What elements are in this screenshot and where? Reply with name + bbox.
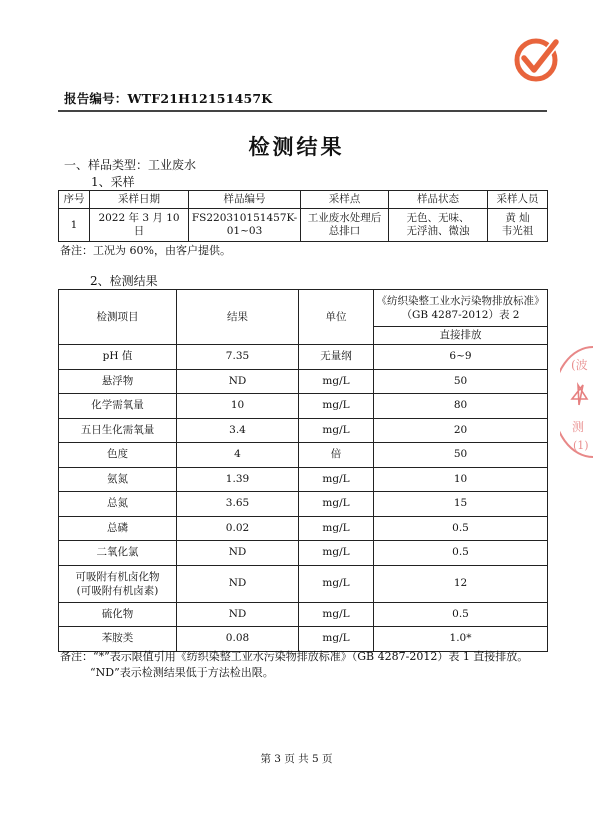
sample-id-line1: FS220310151457K- <box>191 212 298 224</box>
results-note: 备注：“*”表示限值引用《纺织染整工业水污染物排放标准》（GB 4287-2012）表 1 直接排放。 <box>60 650 529 663</box>
cell-result: 0.02 <box>177 516 299 541</box>
col-header-state: 样品状态 <box>389 191 488 209</box>
sampling-table <box>58 190 548 242</box>
table-row <box>59 541 548 566</box>
cell-state <box>389 209 488 242</box>
results-body <box>59 345 548 652</box>
cell-limit: 0.5 <box>374 541 548 566</box>
cell-date: 2022 年 3 月 10 日 <box>90 209 189 242</box>
col-header-result: 结果 <box>177 290 299 345</box>
company-logo-icon <box>512 34 562 84</box>
red-seal-stamp-icon <box>560 345 593 460</box>
cell-point <box>301 209 389 242</box>
cell-limit: 50 <box>374 443 548 468</box>
cell-unit: 倍 <box>299 443 374 468</box>
cell-limit: 10 <box>374 467 548 492</box>
cell-item: 硫化物 <box>59 602 177 627</box>
sampling-header-row <box>59 191 548 209</box>
point-line2: 总排口 <box>328 225 361 237</box>
header-divider <box>58 110 547 112</box>
sampling-note: 备注：工况为 60%，由客户提供。 <box>60 244 231 257</box>
sample-type-heading: 一、样品类型：工业废水 <box>64 158 197 172</box>
cell-result: ND <box>177 565 299 602</box>
results-header-row <box>59 290 548 327</box>
col-header-no: 序号 <box>59 191 90 209</box>
col-header-sample-id: 样品编号 <box>189 191 301 209</box>
cell-no: 1 <box>59 209 90 242</box>
cell-limit: 0.5 <box>374 602 548 627</box>
cell-unit: mg/L <box>299 467 374 492</box>
cell-result: 4 <box>177 443 299 468</box>
cell-item: pH 值 <box>59 345 177 370</box>
table-row <box>59 516 548 541</box>
page-title: 检测结果 <box>248 134 345 159</box>
cell-result: 0.08 <box>177 627 299 652</box>
cell-limit: 80 <box>374 394 548 419</box>
standard-line1: 《纺织染整工业水污染物排放标准》 <box>376 295 545 307</box>
sampling-subheading: 1、采样 <box>91 175 135 189</box>
cell-limit: 6~9 <box>374 345 548 370</box>
person-line1: 黄 灿 <box>505 212 530 224</box>
item-line1: 可吸附有机卤化物 <box>75 570 160 583</box>
svg-text:测: 测 <box>572 420 585 434</box>
cell-limit: 20 <box>374 418 548 443</box>
table-row <box>59 565 548 602</box>
cell-item: 二氧化氯 <box>59 541 177 566</box>
cell-result: 7.35 <box>177 345 299 370</box>
standard-line2: （GB 4287-2012）表 2 <box>401 309 520 321</box>
cell-item: 悬浮物 <box>59 369 177 394</box>
state-line1: 无色、无味、 <box>406 212 470 224</box>
col-header-date: 采样日期 <box>90 191 189 209</box>
page-footer: 第 3 页 共 5 页 <box>260 753 333 765</box>
table-row <box>59 467 548 492</box>
cell-sample-id <box>189 209 301 242</box>
cell-result: ND <box>177 602 299 627</box>
point-line1: 工业废水处理后 <box>307 212 382 224</box>
cell-limit: 15 <box>374 492 548 517</box>
cell-unit: mg/L <box>299 418 374 443</box>
cell-item: 色度 <box>59 443 177 468</box>
cell-unit: mg/L <box>299 394 374 419</box>
svg-text:(波: (波 <box>571 358 588 372</box>
cell-result: 3.4 <box>177 418 299 443</box>
cell-item <box>59 565 177 602</box>
cell-result: 10 <box>177 394 299 419</box>
cell-unit: mg/L <box>299 369 374 394</box>
cell-item: 五日生化需氧量 <box>59 418 177 443</box>
table-row <box>59 394 548 419</box>
state-line2: 无浮油、微浊 <box>406 225 470 237</box>
cell-result: 1.39 <box>177 467 299 492</box>
cell-result: ND <box>177 541 299 566</box>
cell-item: 氨氮 <box>59 467 177 492</box>
cell-item: 总磷 <box>59 516 177 541</box>
cell-item: 苯胺类 <box>59 627 177 652</box>
table-row <box>59 209 548 242</box>
cell-limit: 0.5 <box>374 516 548 541</box>
sample-id-line2: 01~03 <box>226 225 263 237</box>
table-row <box>59 492 548 517</box>
cell-limit: 12 <box>374 565 548 602</box>
cell-unit: mg/L <box>299 541 374 566</box>
cell-item: 总氮 <box>59 492 177 517</box>
svg-text:(1): (1) <box>573 439 589 452</box>
cell-unit: 无量纲 <box>299 345 374 370</box>
table-row <box>59 443 548 468</box>
table-row <box>59 369 548 394</box>
item-line2: (可吸附有机卤素) <box>76 584 159 597</box>
table-row <box>59 602 548 627</box>
col-header-point: 采样点 <box>301 191 389 209</box>
cell-unit: mg/L <box>299 492 374 517</box>
table-row <box>59 345 548 370</box>
cell-result: 3.65 <box>177 492 299 517</box>
person-line2: 韦光祖 <box>501 225 534 237</box>
cell-unit: mg/L <box>299 602 374 627</box>
col-header-person: 采样人员 <box>488 191 548 209</box>
results-subheading: 2、检测结果 <box>90 274 158 288</box>
results-table <box>58 289 548 652</box>
col-header-unit: 单位 <box>299 290 374 345</box>
col-header-direct-discharge: 直接排放 <box>374 327 548 345</box>
nd-note: “ND”表示检测结果低于方法检出限。 <box>90 666 274 679</box>
col-header-item: 检测项目 <box>59 290 177 345</box>
cell-unit: mg/L <box>299 516 374 541</box>
cell-limit: 50 <box>374 369 548 394</box>
cell-unit: mg/L <box>299 627 374 652</box>
cell-unit: mg/L <box>299 565 374 602</box>
cell-limit: 1.0* <box>374 627 548 652</box>
cell-item: 化学需氧量 <box>59 394 177 419</box>
cell-person <box>488 209 548 242</box>
table-row <box>59 418 548 443</box>
cell-result: ND <box>177 369 299 394</box>
report-number: 报告编号：WTF21H12151457K <box>64 91 273 106</box>
col-header-standard <box>374 290 548 327</box>
